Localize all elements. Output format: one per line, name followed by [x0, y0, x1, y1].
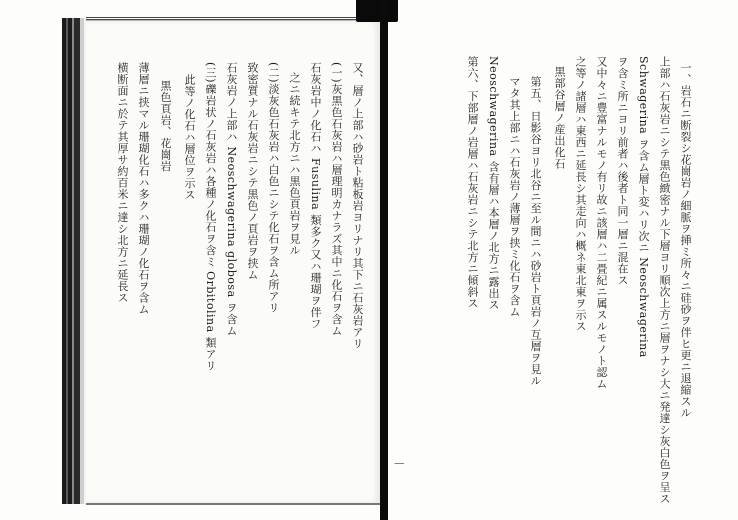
right-page-line-7: 黒部谷層ノ産出化石 — [553, 66, 566, 170]
right-page-line-9: マタ其上部ニハ石灰岩ノ薄層ヲ挟ミ化石ヲ含ム — [508, 76, 521, 318]
left-page-line-3: 石灰岩中ノ化石ハ Fusulina 類多ク又ハ珊瑚ヲ伴フ — [309, 62, 322, 330]
right-page-line-8: 第五、日影谷ヨリ北谷ニ至ル間ニハ砂岩ト頁岩ノ互層ヲ見ル — [529, 76, 542, 387]
right-page-line-10: Neoschwagerina 含有層ハ本層ノ北方ニ露出ス — [487, 56, 500, 311]
right-page-line-11: 第六、下部層ノ岩層ハ石灰岩ニシテ北方ニ傾斜ス — [466, 56, 479, 309]
left-page-line-4: 之ニ続キテ北方ニハ黒色頁岩ヲ見ル — [288, 72, 301, 256]
left-page-line-1: 又、層ノ上部ハ砂岩ト粘板岩ヨリナリ其下ニ石灰岩アリ — [351, 62, 364, 350]
right-page-line-1: 一、岩石ニ断裂シ花崗岩ノ細脈ヲ挿ミ所々ニ硅砂ヲ伴ヒ更ニ退縮スル — [679, 62, 692, 419]
right-page-line-3: Schwagerina ヲ含ム層ト変ハリ次ニ Neoschwagerina — [637, 56, 650, 358]
right-page-line-5: 又中々ニ豊富ナルモノ有リ故ニ該層ハ二畳紀ニ属スルモノト認ム — [595, 56, 608, 390]
left-page-line-2: (一)灰黒色石灰岩ハ層理明カナラズ其中ニ化石ヲ含ム — [330, 62, 343, 337]
spine-top — [356, 0, 398, 22]
right-page-dash: | — [394, 462, 404, 466]
right-page-line-6: 之等ノ諸層ハ東西ニ延長シ其走向ハ概ネ東北東ヲ示ス — [574, 56, 587, 332]
right-page-line-4: ヲ含ミ所ニヨリ前者ハ後者ト同一層ニ混在ス — [616, 56, 629, 286]
left-page-line-10: 黒色頁岩、花崗岩 — [159, 80, 172, 172]
right-page-line-2: 上部ハ石灰岩ニシテ黒色緻密ナル下層ヨリ順次上方ニ層ヲナシ大ニ発達シ灰白色ヲ呈ス — [658, 56, 671, 505]
left-page-line-11: 薄層ニ挟マル珊瑚化石ハ多クハ珊瑚ノ化石ヲ含ム — [137, 62, 150, 315]
left-page-line-6: 致密質ナル石灰岩ニシテ黒色ノ頁岩ヲ挟ム — [246, 62, 259, 281]
book-cover-edge — [62, 18, 88, 504]
left-page-line-9: 此等ノ化石ハ層位ヲ示ス — [183, 74, 196, 201]
book-spine — [380, 0, 388, 520]
left-page-line-7: 石灰岩ノ上部ハ Neoschwagerina globosa ヲ含ム — [225, 62, 238, 337]
left-page-line-8: (三)礫岩状ノ石灰岩ハ各種ノ化石ヲ含ミ Orbitolina 類アリ — [204, 62, 217, 372]
left-page-line-12: 横断面ニ於テ其厚サ約百米ニ達シ北方ニ延長ス — [116, 62, 129, 304]
left-page-line-5: (二)淡灰色石灰岩ハ白色ニシテ化石ヲ含ム所アリ — [267, 62, 280, 314]
